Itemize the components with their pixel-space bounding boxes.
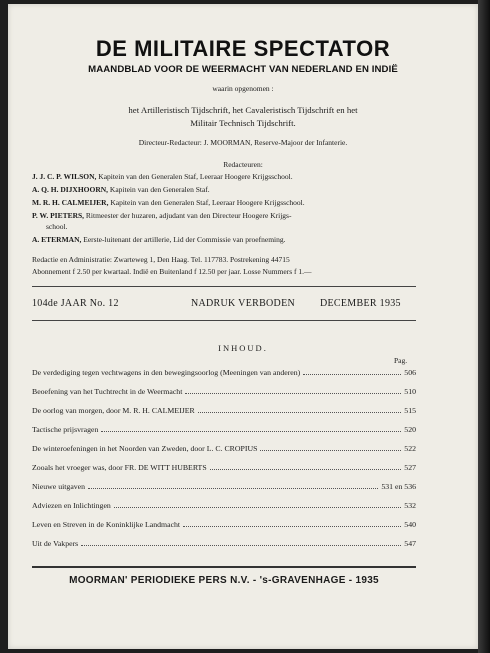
masthead-subtitle: MAANDBLAD VOOR DE WEERMACHT VAN NEDERLAND EN INDIË [88, 64, 398, 75]
editor-entry-continued: school. [46, 222, 68, 231]
merged-journals-line-1: het Artilleristisch Tijdschrift, het Cavaleristisch Tijdschrift en het [128, 105, 358, 115]
toc-page-label: Pag. [394, 356, 408, 365]
masthead-title: DE MILITAIRE SPECTATOR [95, 36, 391, 61]
toc-item: De verdediging tegen vechtwagens in den bewegingsoorlog (Meeningen van anderen) 506 [32, 368, 416, 377]
issue-number: 104de JAAR No. 12 [32, 298, 119, 309]
toc-item: Uit de Vakpers 547 [32, 539, 416, 548]
book-edge [478, 0, 490, 653]
reprint-notice: NADRUK VERBODEN [190, 298, 296, 309]
toc-item: Adviezen en Inlichtingen 532 [32, 501, 416, 510]
editor-entry: P. W. PIETERS, Ritmeester der huzaren, adjudant van den Directeur Hoogere Krijgs- [32, 211, 292, 220]
incorporating-line: waarin opgenomen : [212, 84, 274, 93]
toc-item: Beoefening van het Tuchtrecht in de Weermacht 510 [32, 387, 416, 396]
publisher-footer: MOORMAN' PERIODIEKE PERS N.V. - 's-GRAVENHAGE - 1935 [69, 575, 379, 586]
toc-heading: INHOUD. [218, 343, 268, 353]
toc-item: De oorlog van morgen, door M. R. H. CALMEIJER 515 [32, 406, 416, 415]
merged-journals-line-2: Militair Technisch Tijdschrift. [190, 118, 296, 128]
toc-item: Tactische prijsvragen 520 [32, 425, 416, 434]
director-line: Directeur-Redacteur: J. MOORMAN, Reserve-Majoor der Infanterie. [138, 138, 348, 147]
subscription-line: Abonnement f 2.50 per kwartaal. Indië en Buitenland f 12.50 per jaar. Losse Nummers f 1.— [32, 267, 312, 276]
editor-entry: J. J. C. P. WILSON, Kapitein van den Generalen Staf, Leeraar Hoogere Krijgsschool. [32, 172, 293, 181]
divider-mid [32, 320, 416, 321]
toc-item: De winteroefeningen in het Noorden van Zweden, door L. C. CROPIUS 522 [32, 444, 416, 453]
toc-item: Nieuwe uitgaven 531 en 536 [32, 482, 416, 491]
admin-address-line: Redactie en Administratie: Zwarteweg 1, Den Haag. Tel. 117783. Postrekening 44715 [32, 255, 290, 264]
toc-item: Leven en Streven in de Koninklijke Landmacht 540 [32, 520, 416, 529]
document-page [8, 4, 478, 649]
editor-entry: A. ETERMAN, Eerste-luitenant der artillerie, Lid der Commissie van proefneming. [32, 235, 286, 244]
divider-top [32, 286, 416, 287]
editor-entry: A. Q. H. DIJXHOORN, Kapitein van den Generalen Staf. [32, 185, 210, 194]
divider-footer [32, 566, 416, 568]
toc-item: Zooals het vroeger was, door FR. DE WITT HUBERTS 527 [32, 463, 416, 472]
editors-heading: Redacteuren: [223, 160, 263, 169]
issue-date: DECEMBER 1935 [320, 298, 401, 309]
editor-entry: M. R. H. CALMEIJER, Kapitein van den Generalen Staf, Leeraar Hoogere Krijgsschool. [32, 198, 305, 207]
